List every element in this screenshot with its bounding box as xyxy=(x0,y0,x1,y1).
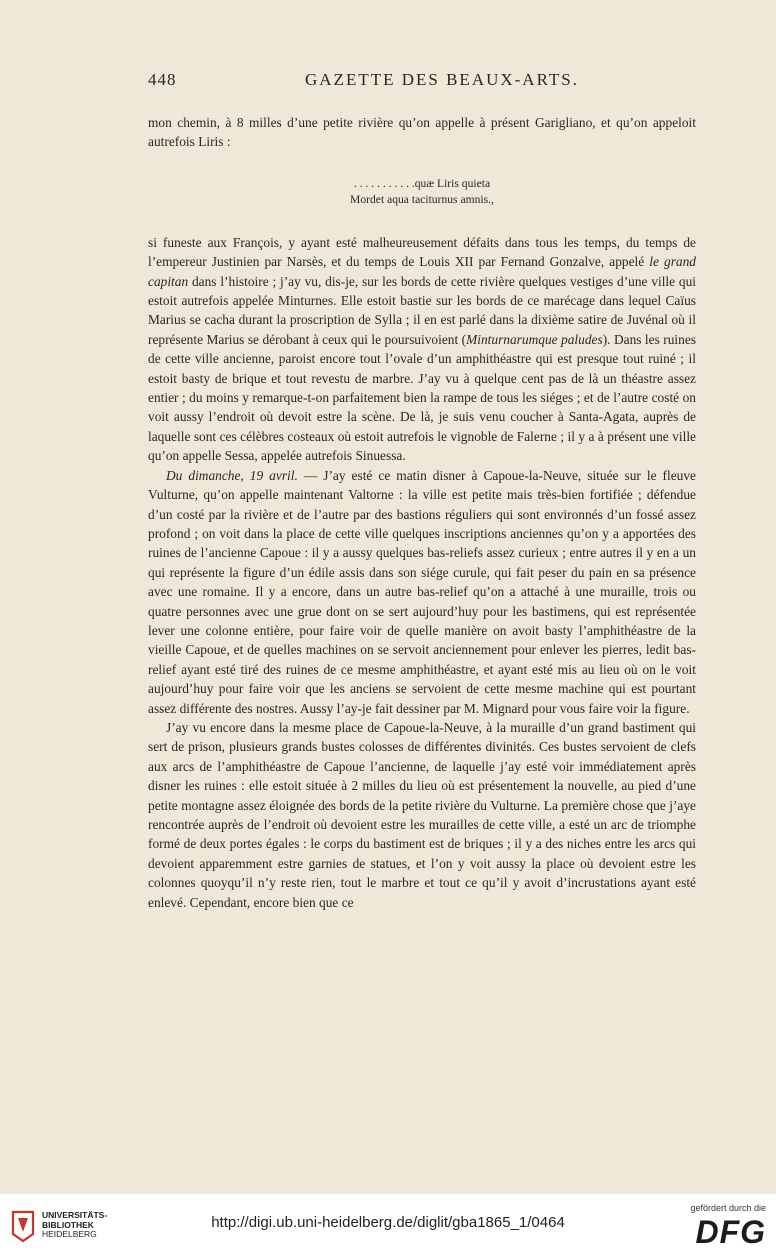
digitization-footer xyxy=(0,1194,776,1255)
paragraph-capoue-ruins: J’ay vu encore dans la mesme place de Capoue-la-Neuve, à la muraille d’un grand bastiment qui sert de prison, plusieurs grands bustes colosses de différentes divinités. Ces bustes servoient de clefs aux arcs de l’amphithéastre de Capoue l’ancienne, de laquelle j’ay esté voir immédiatement après disner les ruines : elle estoit située à 2 milles du lieu où est présentement la nouvelle, au pied d’une petite montagne assez éloignée des bords de la petite rivière du Vulturne. La première chose que j’aye rencontrée auprès de l’endroit où devoient estre les murailles de cette ville, a esté un arc de triomphe formé de deux portes égales : le corps du bastiment est de briques ; il y a des niches entre les arcs qui devoient apparemment estre garnies de statues, et l’on y voit aussy la place où devoient estre les colonnes quoyqu’il n’y reste rien, tout le marbre et tout ce qu’il y avoit d’incrustations ayant esté enlevé. Cependant, encore bien que ce xyxy=(148,719,696,910)
quotation-line: . . . . . . . . . . .quæ Liris quieta xyxy=(353,176,491,190)
funding-label: gefördert durch die xyxy=(690,1203,766,1213)
dfg-logo: DFG xyxy=(695,1214,766,1250)
source-url-link[interactable]: http://digi.ub.uni-heidelberg.de/diglit/gba1865_1/0464 xyxy=(211,1214,565,1231)
paragraph-minturnes xyxy=(148,233,696,466)
italic-phrase: Minturnarumque paludes xyxy=(466,331,603,347)
library-name-line: HEIDELBERG xyxy=(42,1229,97,1240)
page-header xyxy=(148,70,696,94)
article-body xyxy=(148,113,696,912)
page-number: 448 xyxy=(148,70,177,89)
library-name-line: BIBLIOTHEK xyxy=(42,1219,94,1230)
text-run: si funeste aux François, y ayant esté malheureusement défaits dans tous les temps, du temps de l’empereur Justinien par Narsès, et du temps de Louis XII par Fernand Gonzalve, appelé xyxy=(148,234,696,270)
latin-quotation xyxy=(148,176,696,208)
library-name-line: UNIVERSITÄTS- xyxy=(42,1210,108,1220)
quotation-line: Mordet aqua taciturnus amnis., xyxy=(350,192,494,206)
paragraph-capoue xyxy=(148,466,696,718)
italic-phrase: le grand capitan xyxy=(148,254,696,289)
italic-date: Du dimanche, 19 avril. xyxy=(166,467,298,483)
text-run: — J’ay esté ce matin disner à Capoue-la-Neuve, située sur le fleuve Vulturne, qu’on appelle maintenant Valtorne : la ville est petite mais très-bien fortifiée ; défendue d’un costé par la rivière et de l’autre par des bastions réguliers qui sont environnés d’un fossé assez profond ; on voit dans la place de cette ville quelques inscriptions anciennes qu’on y a apportées des ruines de l’ancienne Capoue : il y a aussy quelques bas-reliefs assez curieux ; entre autres il y en a un qui représente la figure d’un édile assis dans son siége curule, qui fait peser du pain en sa présence avec une romaine. Il y a encore, dans un autre bas-relief qu’on a attaché à une muraille, trois ou quatre personnes avec une grue dont on se sert aujourd’huy pour les bastimens, qui est représentée lever une colonne entière, pour faire voir de quelle manière on avoit basty l’amphithéastre de la vieille Capoue, et de quelles machines on se servoit anciennement pour enlever les pierres, ledit bas-relief ayant esté tiré des ruines de ce mesme amphithéastre, et ayant esté mis au lieu où on le voit aujourd’huy pour faire voir que les anciens se servoient de cette mesme machine qui est pourtant assez différente des nostres. Aussy l’ay-je fait dessiner par M. Mignard pour vous faire voir la figure. xyxy=(148,467,696,716)
text-run: dans l’histoire ; j’ay vu, dis-je, sur les bords de cette rivière quelques vestiges d’une ville qui estoit autrefois appelée Minturnes. Elle estoit bastie sur les bords de ce marécage dans lequel Caïus Marius se cacha durant la proscription de Sylla ; il en est parlé dans la dixième satire de Juvénal où il représente Marius se dérobant à ceux qui le poursuivoient ( xyxy=(148,273,696,347)
text-run: ). Dans les ruines de cette ville ancienne, paroist encore tout l’ovale d’un amphithéastre qui est presque tout ruiné ; il estoit basty de brique et tout revestu de marbre. J’ay vu à quelque cent pas de là un théastre assez entier ; du moins y remarque-t-on parfaitement bien la rampe de tous les siéges ; et de l’autre costé on voit aussy l’endroit où devoit estre la scène. De là, je suis venu coucher à Santa-Agata, auprès de laquelle sont ces célèbres costeaux où estoit autrefois le vignoble de Falerne ; il y a à présent une ville qu’on appelle Sessa, appelée autrefois Sinuessa. xyxy=(148,331,696,464)
running-title: GAZETTE DES BEAUX-ARTS. xyxy=(305,70,579,89)
paragraph-continuation: mon chemin, à 8 milles d’une petite rivière qu’on appelle à présent Garigliano, et qu’on appeloit autrefois Liris : xyxy=(148,115,696,150)
